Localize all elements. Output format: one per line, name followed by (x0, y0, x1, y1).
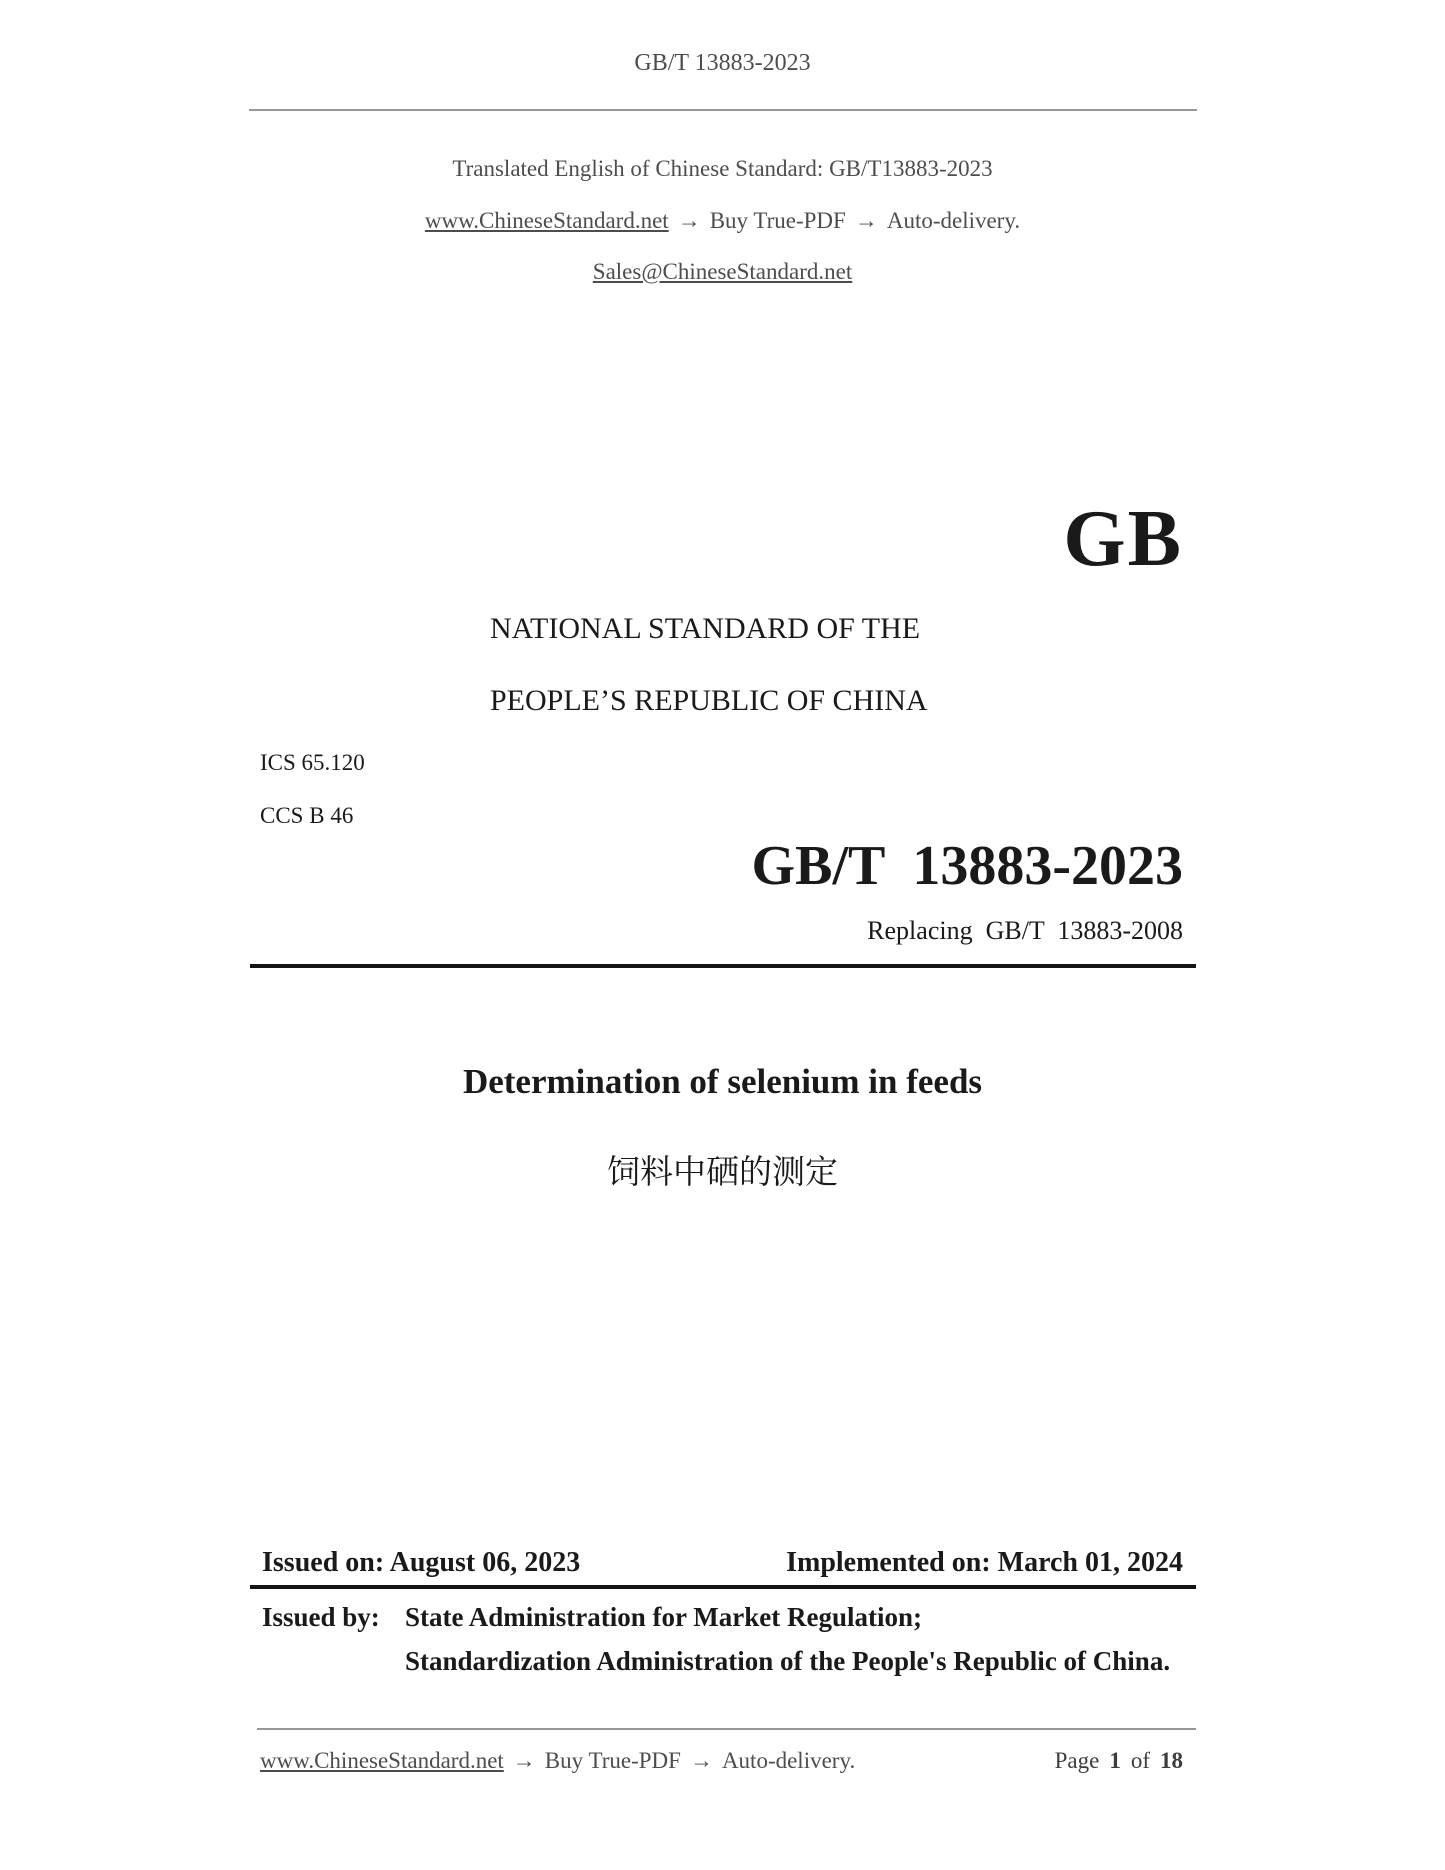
header-doc-number-text: GB/T 13883-2023 (634, 50, 811, 76)
gb-logo: GB (1063, 495, 1183, 583)
footer-auto-delivery-text: Auto-delivery. (721, 1748, 856, 1773)
arrow-icon: → (854, 208, 878, 233)
issuer-line2: Standardization Administration of the People's Republic of China. (405, 1646, 1171, 1676)
issued-on-date: Issued on: August 06, 2023 (262, 1547, 581, 1578)
of-label: of (1130, 1748, 1150, 1773)
national-standard-line1: NATIONAL STANDARD OF THE (490, 612, 921, 645)
footer-arrow-icon: → (689, 1748, 713, 1773)
issued-by-label: Issued by: (262, 1602, 380, 1632)
sales-line (0, 259, 1445, 285)
page-total: 18 (1160, 1748, 1183, 1773)
translated-line (0, 156, 1445, 182)
replacing-note: Replacing GB/T 13883-2008 (867, 916, 1183, 945)
implemented-on-date: Implemented on: March 01, 2024 (786, 1547, 1183, 1578)
page-label: Page (1054, 1748, 1100, 1773)
footer-site-link[interactable]: www.ChineseStandard.net (260, 1748, 504, 1773)
masthead-divider (250, 964, 1196, 968)
footer-rule (257, 1728, 1196, 1730)
footer-arrow-icon: → (512, 1748, 536, 1773)
document-title-zh-text: 饲料中硒的测定 (607, 1155, 838, 1191)
header-doc-number (0, 50, 1445, 77)
page-current: 1 (1109, 1748, 1121, 1773)
auto-delivery-text: Auto-delivery. (886, 208, 1021, 233)
site-link[interactable]: www.ChineseStandard.net (424, 208, 669, 233)
buy-line (0, 208, 1445, 234)
document-title-en-text: Determination of selenium in feeds (462, 1062, 983, 1101)
footer-promo-line (260, 1748, 855, 1774)
standard-number: GB/T 13883-2023 (751, 835, 1183, 897)
document-title-en (0, 1062, 1445, 1102)
translated-line-text: Translated English of Chinese Standard: GB/T13883-2023 (452, 156, 993, 181)
arrow-icon: → (677, 208, 701, 233)
footer-buy-pdf-text: Buy True-PDF (544, 1748, 681, 1773)
page-number (1055, 1748, 1183, 1774)
ics-code: ICS 65.120 (260, 750, 365, 775)
national-standard-line2: PEOPLE’S REPUBLIC OF CHINA (490, 684, 928, 717)
sales-email-link[interactable]: Sales@ChineseStandard.net (592, 259, 853, 284)
issuer-line1: State Administration for Market Regulation; (405, 1602, 922, 1632)
issuance-divider (250, 1585, 1196, 1589)
header-rule (249, 109, 1197, 111)
document-title-zh (0, 1146, 1445, 1193)
ccs-code: CCS B 46 (260, 803, 354, 828)
buy-pdf-text: Buy True-PDF (709, 208, 846, 233)
